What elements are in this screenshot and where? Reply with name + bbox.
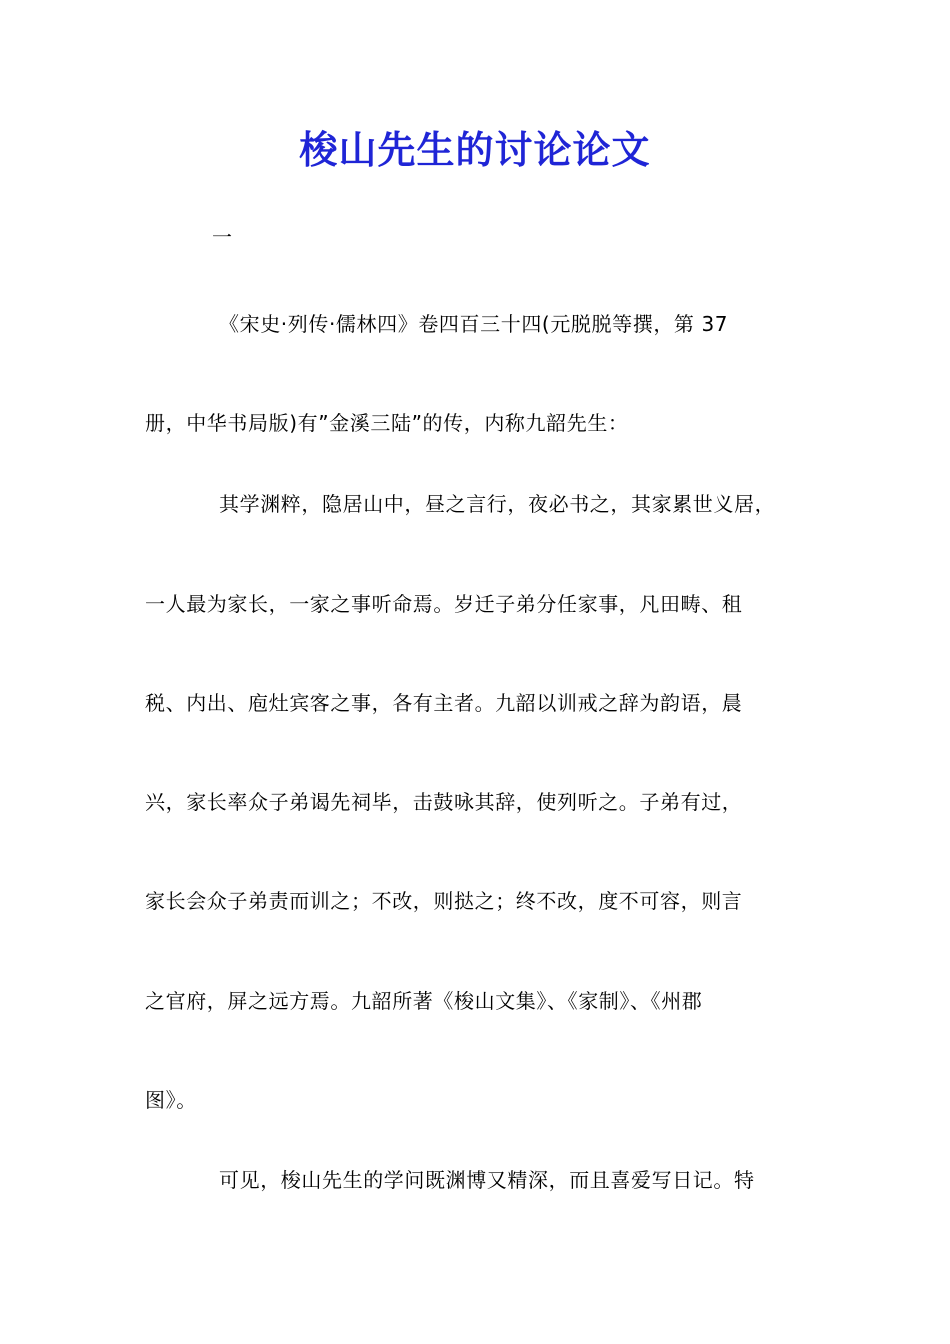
paragraph-line-4: 一人最为家长，一家之事听命焉。岁迁子弟分任家事，凡田畴、租 <box>145 592 743 616</box>
paragraph-line-5: 税、内出、庖灶宾客之事，各有主者。九韶以训戒之辞为韵语，晨 <box>145 691 743 715</box>
paragraph-line-8: 之官府，屏之远方焉。九韶所著《梭山文集》、《家制》、《州郡 <box>145 989 703 1013</box>
paragraph-line-7: 家长会众子弟责而训之；不改，则挞之；终不改，度不可容，则言 <box>145 889 743 913</box>
paragraph-line-2: 册，中华书局版)有”金溪三陆”的传，内称九韶先生： <box>145 411 629 435</box>
paragraph-line-6: 兴，家长率众子弟谒先祠毕，击鼓咏其辞，使列听之。子弟有过， <box>145 790 743 814</box>
paragraph-line-3: 其学渊粹，隐居山中，昼之言行，夜必书之，其家累世义居， <box>219 492 776 516</box>
paragraph-line-10: 可见，梭山先生的学问既渊博又精深，而且喜爱写日记。特 <box>219 1168 755 1192</box>
paragraph-line-1: 《宋史·列传·儒林四》卷四百三十四(元脱脱等撰，第 37 <box>219 312 729 336</box>
document-title: 梭山先生的讨论论文 <box>299 127 651 172</box>
paragraph-line-9: 图》。 <box>145 1088 197 1112</box>
section-number: 一 <box>212 225 232 249</box>
